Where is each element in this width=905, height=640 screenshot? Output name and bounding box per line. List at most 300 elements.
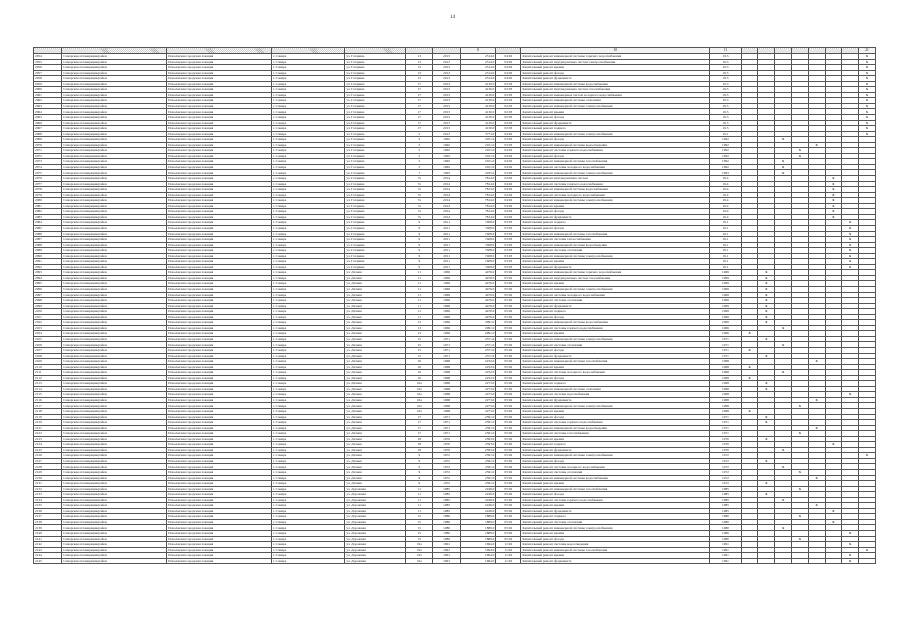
table-cell: 2072 [34,153,62,159]
table-cell: X [842,225,859,231]
table-cell: 2090 [34,253,62,259]
table-cell: X [758,292,775,298]
table-cell: Поволжская городская локация [167,187,272,193]
table-cell: Поволжская городская локация [167,414,272,420]
table-cell: 19a [406,542,433,548]
table-cell: Поволжская городская локация [167,403,272,409]
table-cell: 04:02 [496,148,521,154]
table-cell: Капитальный ремонт подвала [521,514,710,520]
table-cell: 1968 [710,403,741,409]
table-cell: 13 [406,76,433,82]
table-cell: ул. Гагарина [345,259,406,265]
table-cell: 04:02 [496,192,521,198]
table-cell: X [859,54,876,60]
table-cell: ул. Гагарина [345,59,406,65]
table-cell: 2145 [34,558,62,564]
table-cell: г. Самара [271,220,344,226]
table-cell: 2074 [34,164,62,170]
table-cell: X [758,298,775,304]
table-cell: 2013 [433,115,460,121]
table-cell: 1971 [710,342,741,348]
table-cell: 05:02 [496,536,521,542]
table-cell: X [859,120,876,126]
table-cell: 1992 [433,142,460,148]
table-cell: 1968 [433,359,460,365]
table-cell: 2101 [34,314,62,320]
table-cell: Капитальный ремонт внутридомовых систем [521,176,710,182]
table-cell: ул. Дорожная [345,508,406,514]
table-cell: Капитальный ремонт инженерной системы отопления [521,386,710,392]
table-cell: 19.3 [710,92,741,98]
table-cell: ул. Гагарина [345,242,406,248]
table-cell: 4476.0 [460,292,496,298]
table-cell: 1992 [433,159,460,165]
table-cell: 03:03 [496,220,521,226]
table-cell: 1971 [710,414,741,420]
table-cell: X [859,70,876,76]
table-cell: г. Самара [271,87,344,93]
table-cell: г. Самара [271,314,344,320]
table-cell: Самарская агломерация/район [62,536,167,542]
table-cell: X [825,442,842,448]
table-cell: Капитальный ремонт системы холодного водоснабжения [521,464,710,470]
table-cell: Поволжская городская локация [167,347,272,353]
table-cell: Капитальный ремонт фундамента [521,397,710,403]
table-cell: 2071 [34,148,62,154]
table-cell: X [859,453,876,459]
table-cell: Поволжская городская локация [167,375,272,381]
table-cell: Капитальный ремонт подвала [521,442,710,448]
table-cell: г. Самара [271,453,344,459]
table-cell: 05:02 [496,458,521,464]
table-cell: X [808,142,825,148]
table-cell: 04:02 [496,54,521,60]
table-cell: г. Самара [271,286,344,292]
table-cell: Капитальный ремонт инженерной системы горячего водоснабжения [521,270,710,276]
table-cell: 05:02 [496,281,521,287]
table-cell: 1969 [433,275,460,281]
table-cell: 2142 [34,542,62,548]
table-cell: 1969 [433,286,460,292]
table-cell: 17 [406,81,433,87]
table-cell: Капитальный ремонт крыши [521,65,710,71]
table-cell: 17 [406,126,433,132]
table-cell: 16a [406,386,433,392]
table-cell: Капитальный ремонт инженерной системы водоснабжения [521,475,710,481]
table-cell: Поволжская городская локация [167,264,272,270]
table-cell: X [775,497,792,503]
table-cell: 2013 [433,59,460,65]
table-cell: 03:03 [496,259,521,265]
table-cell: 4130.0 [460,109,496,115]
table-cell: ул. Гагарина [345,148,406,154]
table-cell: ул. Дачная [345,270,406,276]
table-cell: 2135 [34,503,62,509]
table-cell: X [791,536,808,542]
table-cell: 11:02 [496,542,521,548]
table-cell: 4476.0 [460,303,496,309]
table-cell: 3773.0 [460,131,496,137]
table-cell: ул. Дорожная [345,519,406,525]
table-cell: Поволжская городская локация [167,203,272,209]
table-cell: Поволжская городская локация [167,248,272,254]
table-cell: 2079 [34,192,62,198]
table-cell: 04:02 [496,70,521,76]
table-cell: 2371.0 [460,342,496,348]
table-cell: 05:02 [496,375,521,381]
table-cell: ул. Дачная [345,325,406,331]
table-cell: 03:03 [496,237,521,243]
table-cell: 1992 [433,148,460,154]
table-cell: ул. Гагарина [345,142,406,148]
table-cell: 03:03 [496,225,521,231]
table-cell: Самарская агломерация/район [62,547,167,553]
table-cell: Поволжская городская локация [167,303,272,309]
table-cell: 2128 [34,464,62,470]
table-cell: 7a [406,198,433,204]
table-cell: 7408.0 [460,231,496,237]
table-cell: Капитальный ремонт инженерной системы водоснабжения [521,320,710,326]
table-cell: Самарская агломерация/район [62,54,167,60]
table-cell: г. Самара [271,103,344,109]
table-cell: 17 [406,103,433,109]
table-cell: Капитальный ремонт инженерной системы водоснабжения [521,81,710,87]
table-cell: 2273.0 [460,403,496,409]
table-cell: X [842,531,859,537]
table-cell: Капитальный ремонт внутридомовых систем газоснабжения [521,275,710,281]
table-cell: Самарская агломерация/район [62,137,167,143]
table-cell: 19.1 [710,231,741,237]
table-cell: 1980 [710,536,741,542]
table-cell: 2054 [34,54,62,60]
table-cell: г. Самара [271,392,344,398]
table-cell: 1971 [433,353,460,359]
table-cell: 1972 [433,470,460,476]
table-cell: 2185.0 [460,170,496,176]
table-cell: 1971 [433,336,460,342]
table-cell: 2014 [433,214,460,220]
table-cell: Поволжская городская локация [167,109,272,115]
table-cell: X [859,92,876,98]
table-cell: Поволжская городская локация [167,497,272,503]
table-cell: 19.4 [710,192,741,198]
table-cell: Капитальный ремонт фундамента [521,508,710,514]
table-cell: 2273.0 [460,397,496,403]
table-cell: 9 [406,453,433,459]
table-cell: г. Самара [271,148,344,154]
table-cell: Поволжская городская локация [167,320,272,326]
table-cell: Капитальный ремонт крыши [521,409,710,415]
table-cell: 1968 [710,397,741,403]
table-cell: г. Самара [271,331,344,337]
table-cell: Самарская агломерация/район [62,259,167,265]
table-cell: Самарская агломерация/район [62,336,167,342]
table-cell: Самарская агломерация/район [62,292,167,298]
table-cell: Поволжская городская локация [167,342,272,348]
table-cell: 2014 [433,198,460,204]
table-cell: 05:02 [496,503,521,509]
table-cell: Поволжская городская локация [167,431,272,437]
table-cell: 03:03 [496,137,521,143]
table-cell: 1972 [710,458,741,464]
table-cell: X [791,486,808,492]
table-cell: 2013 [433,54,460,60]
table-cell: Поволжская городская локация [167,242,272,248]
table-cell: 1985 [433,492,460,498]
table-cell: 1969 [710,286,741,292]
table-cell [758,558,775,564]
table-cell: 05:02 [496,514,521,520]
table-cell: 03:03 [496,264,521,270]
table-cell: Самарская агломерация/район [62,176,167,182]
table-cell: 2064 [34,109,62,115]
table-cell: 2137 [34,514,62,520]
table-cell: 2591.0 [460,475,496,481]
table-cell: 1969 [710,314,741,320]
table-cell: Самарская агломерация/район [62,475,167,481]
table-cell: 11 [406,309,433,315]
table-cell: 1971 [710,353,741,359]
table-cell: 2100 [34,309,62,315]
table-cell: ул. Гагарина [345,120,406,126]
table-cell: 2991.0 [460,325,496,331]
table-cell: X [842,392,859,398]
table-cell: 2591.0 [460,481,496,487]
table-cell: 19.4 [710,209,741,215]
table-cell: 4130.0 [460,120,496,126]
table-cell: 17 [406,120,433,126]
table-cell: 1985 [433,486,460,492]
table-cell: ул. Гагарина [345,76,406,82]
table-cell: Поволжская городская локация [167,253,272,259]
table-cell: ул. Гагарина [345,231,406,237]
table-cell: 9 [406,475,433,481]
table-cell: X [808,425,825,431]
table-cell: 2095 [34,281,62,287]
table-cell: Капитальный ремонт системы горячего водоснабжения [521,420,710,426]
table-cell: 1991 [433,558,460,564]
table-cell: ул. Дорожная [345,553,406,559]
table-cell: Поволжская городская локация [167,475,272,481]
table-cell: 19.3 [710,87,741,93]
table-cell: Поволжская городская локация [167,237,272,243]
table-cell: г. Самара [271,237,344,243]
table-cell: 1694.0 [460,542,496,548]
table-cell: 1969 [433,309,460,315]
table-cell: 2069 [34,137,62,143]
table-cell: 11 [406,303,433,309]
table-cell: 13 [406,65,433,71]
table-cell: Поволжская городская локация [167,176,272,182]
table-cell: 05:02 [496,303,521,309]
table-cell: ул. Дачная [345,381,406,387]
table-cell: Поволжская городская локация [167,159,272,165]
table-cell: 2232.0 [460,375,496,381]
table-cell: Поволжская городская локация [167,325,272,331]
table-cell: 2232.0 [460,364,496,370]
table-cell: X [775,159,792,165]
table-cell: 19.4 [710,198,741,204]
table-cell: г. Самара [271,431,344,437]
table-cell: 1980 [710,525,741,531]
table-cell: Самарская агломерация/район [62,270,167,276]
table-cell: г. Самара [271,159,344,165]
table-cell: 5 [406,159,433,165]
table-cell: 05:02 [496,403,521,409]
table-cell: г. Самара [271,115,344,121]
table-cell: г. Самара [271,253,344,259]
table-cell: 1972 [433,464,460,470]
table-cell: 05:02 [496,331,521,337]
table-cell: 02:03 [496,81,521,87]
table-cell: Капитальный ремонт крыши [521,553,710,559]
table-cell: г. Самара [271,414,344,420]
table-cell: 2246.0 [460,508,496,514]
table-cell: г. Самара [271,536,344,542]
table-cell: ул. Дорожная [345,497,406,503]
table-cell: ул. Гагарина [345,264,406,270]
table-cell: 4130.0 [460,98,496,104]
table-cell: Капитальный ремонт системы водоотведения [521,542,710,548]
table-cell: Самарская агломерация/район [62,525,167,531]
table-cell: Поволжская городская локация [167,420,272,426]
table-cell: 03:03 [496,170,521,176]
table-cell: X [859,87,876,93]
table-cell: ул. Гагарина [345,214,406,220]
table-cell: Самарская агломерация/район [62,59,167,65]
table-cell: X [791,403,808,409]
table-cell: 04:02 [496,198,521,204]
table-cell: 5 [406,142,433,148]
table-cell: Самарская агломерация/район [62,65,167,71]
table-cell: Капитальный ремонт крыши [521,364,710,370]
table-cell: X [825,187,842,193]
table-cell: Капитальный ремонт крыши [521,531,710,537]
table-cell: Капитальный ремонт инженерной системы электроснабжения [521,198,710,204]
table-cell: 2314.0 [460,54,496,60]
table-cell: 11 [406,503,433,509]
table-cell: 15 [406,531,433,537]
table-cell: X [842,231,859,237]
table-cell: 2371.0 [460,336,496,342]
table-cell: 9 [406,220,433,226]
table-cell: г. Самара [271,519,344,525]
table-cell: 2991.0 [460,320,496,326]
table-cell: ул. Гагарина [345,65,406,71]
table-cell: ул. Дачная [345,442,406,448]
table-cell: 2130 [34,475,62,481]
table-cell: Капитальный ремонт фасада [521,414,710,420]
table-cell: 16 [406,375,433,381]
table-cell: ул. Дачная [345,386,406,392]
table-cell: 2246.0 [460,486,496,492]
table-cell: X [859,126,876,132]
table-cell: X [758,281,775,287]
table-cell: X [825,203,842,209]
table-cell: 9 [406,481,433,487]
table-cell: Капитальный ремонт системы отопления [521,248,710,254]
table-cell: 1966 [433,325,460,331]
table-cell: Поволжская городская локация [167,126,272,132]
table-cell: 2092 [34,264,62,270]
table-cell: Капитальный ремонт системы отопления [521,519,710,525]
table-cell: 2314.0 [460,59,496,65]
table-cell: 04:02 [496,65,521,71]
table-cell: 1991 [710,542,741,548]
table-cell: 2013 [433,109,460,115]
table-cell: Капитальный ремонт инженерной системы электроснабжения [521,403,710,409]
table-cell: Самарская агломерация/район [62,275,167,281]
table-cell: 9 [406,253,433,259]
table-cell: г. Самара [271,508,344,514]
table-cell: 2014 [433,209,460,215]
table-cell: 03:03 [496,231,521,237]
table-cell: X [758,320,775,326]
table-cell: 2011 [433,225,460,231]
table-cell: Капитальный ремонт системы холодного водоснабжения [521,370,710,376]
table-cell: 2098 [34,298,62,304]
table-cell: 1980 [710,519,741,525]
table-cell: X [842,220,859,226]
table-cell: Капитальный ремонт крыши [521,203,710,209]
table-cell: 1889.0 [460,531,496,537]
table-cell: 1694.0 [460,553,496,559]
table-cell: 1889.0 [460,536,496,542]
table-cell: X [741,331,758,337]
table-cell: 2114 [34,386,62,392]
table-cell: 02:03 [496,103,521,109]
table-cell: 2124 [34,442,62,448]
table-cell: 1968 [710,375,741,381]
table-cell: Капитальный ремонт фундамента [521,264,710,270]
table-cell: Поволжская городская локация [167,275,272,281]
table-cell: Самарская агломерация/район [62,253,167,259]
table-cell: 2099 [34,303,62,309]
table-cell: ул. Дачная [345,275,406,281]
table-cell: 2068 [34,131,62,137]
table-cell: Капитальный ремонт внутридомовых систем электроснабжения [521,59,710,65]
table-cell: 11 [406,286,433,292]
table-cell: Капитальный ремонт системы газоснабжения [521,431,710,437]
table-cell: г. Самара [271,187,344,193]
table-cell: 2085 [34,225,62,231]
table-cell: Поволжская городская локация [167,359,272,365]
table-cell: Капитальный ремонт инженерной системы электроснабжения [521,253,710,259]
table-cell: 7a [406,203,433,209]
table-cell: 02:03 [496,126,521,132]
table-cell: Самарская агломерация/район [62,231,167,237]
table-cell: 05:02 [496,397,521,403]
table-cell: 19a [406,553,433,559]
table-cell: 1985 [710,503,741,509]
table-cell: 1971 [710,425,741,431]
table-cell: X [842,542,859,548]
table-cell: ул. Гагарина [345,164,406,170]
table-cell: 1966 [710,325,741,331]
table-cell: 9 [406,248,433,254]
table-cell: X [741,347,758,353]
table-cell: ул. Гагарина [345,92,406,98]
table-cell: Поволжская городская локация [167,364,272,370]
table-cell: г. Самара [271,214,344,220]
table-cell: г. Самара [271,436,344,442]
table-cell: Поволжская городская локация [167,70,272,76]
table-cell: X [825,209,842,215]
table-cell: 05:02 [496,359,521,365]
table-cell: Самарская агломерация/район [62,436,167,442]
table-cell: ул. Дачная [345,464,406,470]
table-cell: ул. Дорожная [345,492,406,498]
